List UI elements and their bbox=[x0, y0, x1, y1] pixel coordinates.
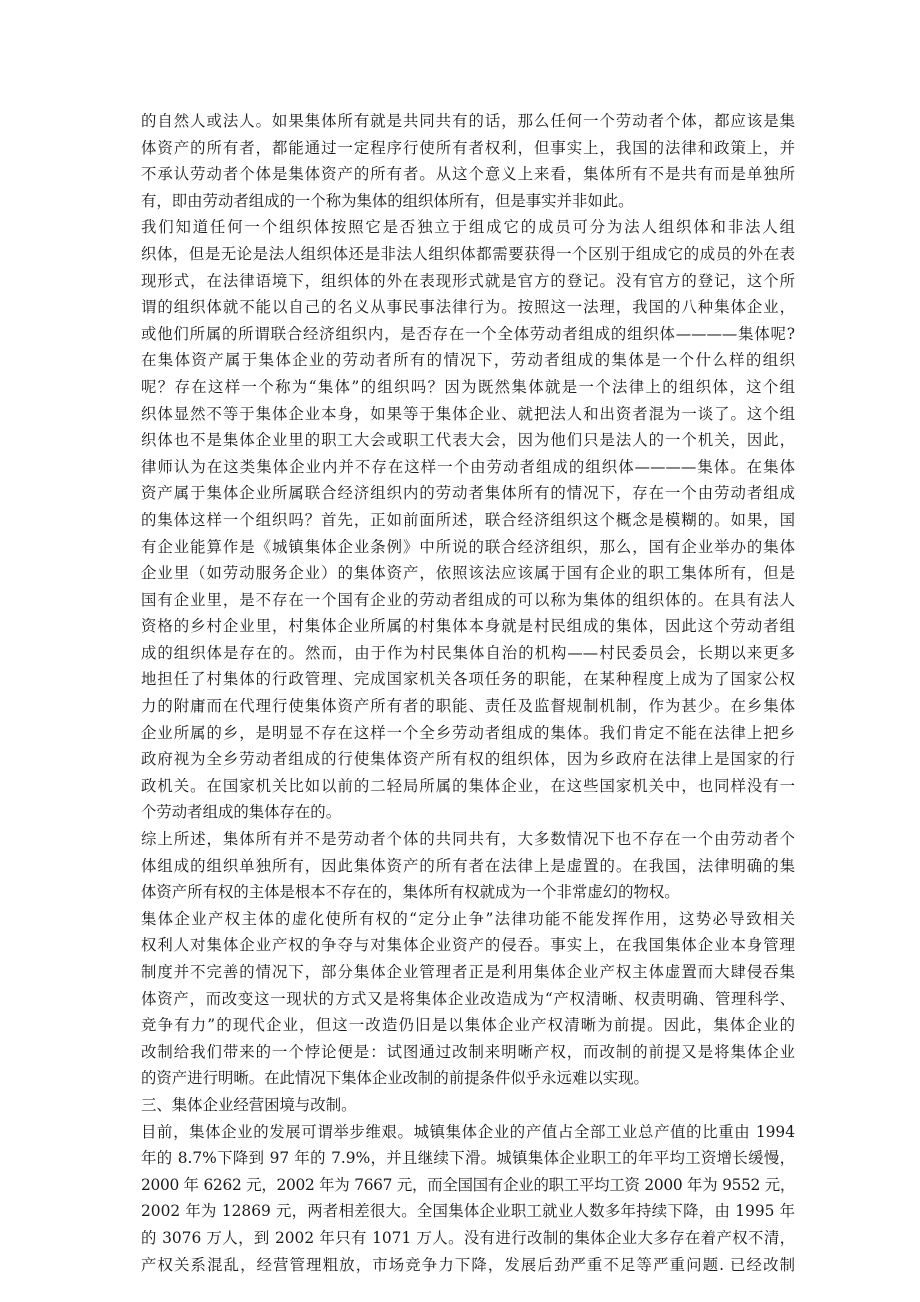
text-line: 竞争有力”的现代企业，但这一改造仍旧是以集体企业产权清晰为前提。因此，集体企业的 bbox=[141, 1016, 795, 1035]
text-line: 现形式，在法律语境下，组织体的外在表现形式就是官方的登记。没有官方的登记，这个所 bbox=[141, 271, 795, 290]
text-line: 资产属于集体企业所属联合经济组织内的劳动者集体所有的情况下，存在一个由劳动者组成 bbox=[141, 484, 795, 503]
text-line: 体资产的所有者，都能通过一定程序行使所有者权利，但事实上，我国的法律和政策上，并 bbox=[141, 138, 795, 157]
text-line: 年的 8.7%下降到 97 年的 7.9%，并且继续下滑。城镇集体企业职工的年平均工资增长缓慢， bbox=[141, 1149, 795, 1168]
text-line: 制度并不完善的情况下，部分集体企业管理者正是利用集体企业产权主体虚置而大肆侵吞集 bbox=[141, 963, 795, 981]
text-line: 有企业能算作是《城镇集体企业条例》中所说的联合经济组织，那么，国有企业举办的集体 bbox=[141, 537, 795, 556]
text-line: 织体显然不等于集体企业本身，如果等于集体企业、就把法人和出资者混为一谈了。这个组 bbox=[141, 404, 795, 423]
text-line: 成的组织体是存在的。然而，由于作为村民集体自治的机构——村民委员会，长期以来更多 bbox=[141, 643, 795, 662]
text-line: 2000 年 6262 元，2002 年为 7667 元，而全国国有企业的职工平均工资 2000 年为 9552 元， bbox=[141, 1175, 795, 1194]
text-line: 2002 年为 12869 元，两者相差很大。全国集体企业职工就业人数多年持续下降，由 1995 年 bbox=[141, 1202, 795, 1221]
text-line: 改制给我们带来的一个悖论便是：试图通过改制来明晰产权，而改制的前提又是将集体企业 bbox=[141, 1042, 795, 1061]
text-line: 谓的组织体就不能以自己的名义从事民事法律行为。按照这一法理，我国的八种集体企业， bbox=[141, 298, 795, 317]
text-line: 的自然人或法人。如果集体所有就是共同共有的话，那么任何一个劳动者个体，都应该是集 bbox=[141, 112, 795, 130]
text-line: 地担任了村集体的行政管理、完成国家机关各项任务的职能，在某种程度上成为了国家公权 bbox=[141, 670, 795, 689]
text-line: 企业里（如劳动服务企业）的集体资产，依照该法应该属于国有企业的职工集体所有，但是 bbox=[141, 564, 795, 583]
text-line: 织体也不是集体企业里的职工大会或职工代表大会，因为他们只是法人的一个机关，因此， bbox=[141, 431, 795, 450]
body-text bbox=[141, 108, 795, 1278]
text-line: 力的附庸而在代理行使集体资产所有者的职能、责任及监督规制机制，作为甚少。在乡集体 bbox=[141, 697, 795, 716]
text-line: 综上所述，集体所有并不是劳动者个体的共同共有，大多数情况下也不存在一个由劳动者个 bbox=[141, 830, 795, 849]
text-line: 政机关。在国家机关比如以前的二轻局所属的集体企业，在这些国家机关中，也同样没有一 bbox=[141, 776, 795, 795]
text-line: 国有企业里，是不存在一个国有企业的劳动者组成的可以称为集体的组织体的。在具有法人 bbox=[141, 590, 795, 609]
text-line: 体资产所有权的主体是根本不存在的，集体所有权就成为一个非常虚幻的物权。 bbox=[141, 883, 680, 902]
text-line: 我们知道任何一个组织体按照它是否独立于组成它的成员可分为法人组织体和非法人组 bbox=[141, 218, 795, 237]
text-line: 织体，但是无论是法人组织体还是非法人组织体都需要获得一个区别于组成它的成员的外在表 bbox=[141, 244, 795, 263]
text-line: 的资产进行明晰。在此情况下集体企业改制的前提条件似乎永远难以实现。 bbox=[141, 1069, 649, 1088]
text-line: 集体企业产权主体的虚化使所有权的“定分止争”法律功能不能发挥作用，这势必导致相关 bbox=[141, 909, 795, 928]
text-line: 政府视为全乡劳动者组成的行使集体资产所有权的组织体，因为乡政府在法律上是国家的行 bbox=[141, 750, 795, 769]
text-line: 产权关系混乱，经营管理粗放，市场竞争力下降，发展后劲严重不足等严重问题. 已经改制 bbox=[141, 1255, 795, 1274]
text-line: 或他们所属的所谓联合经济组织内，是否存在一个全体劳动者组成的组织体————集体呢? bbox=[141, 324, 795, 343]
text-line: 个劳动者组成的集体存在的。 bbox=[141, 803, 342, 822]
text-line: 有，即由劳动者组成的一个称为集体的组织体所有，但是事实并非如此。 bbox=[141, 191, 634, 210]
text-line: 体资产，而改变这一现状的方式又是将集体企业改造成为“产权清晰、权责明确、管理科学、 bbox=[141, 989, 795, 1008]
text-line: 的集体这样一个组织吗？首先，正如前面所述，联合经济组织这个概念是模糊的。如果，国 bbox=[141, 510, 795, 529]
text-line: 体组成的组织单独所有，因此集体资产的所有者在法律上是虚置的。在我国，法律明确的集 bbox=[141, 856, 795, 875]
text-line: 权利人对集体企业产权的争夺与对集体企业资产的侵吞。事实上，在我国集体企业本身管理 bbox=[141, 936, 795, 955]
text-line: 三、集体企业经营困境与改制。 bbox=[141, 1095, 357, 1114]
text-line: 不承认劳动者个体是集体资产的所有者。从这个意义上来看，集体所有不是共有而是单独所 bbox=[141, 165, 795, 184]
text-line: 呢？存在这样一个称为“集体”的组织吗？因为既然集体就是一个法律上的组织体，这个组 bbox=[141, 377, 795, 396]
text-line: 目前，集体企业的发展可谓举步维艰。城镇集体企业的产值占全部工业总产值的比重由 1994 bbox=[141, 1122, 795, 1141]
text-line: 在集体资产属于集体企业的劳动者所有的情况下，劳动者组成的集体是一个什么样的组织 bbox=[141, 351, 795, 370]
text-line: 的 3076 万人，到 2002 年只有 1071 万人。没有进行改制的集体企业大多存在着产权不清， bbox=[141, 1228, 795, 1247]
text-line: 律师认为在这类集体企业内并不存在这样一个由劳动者组成的组织体————集体。在集体 bbox=[141, 457, 795, 476]
text-line: 资格的乡村企业里，村集体企业所属的村集体本身就是村民组成的集体，因此这个劳动者组 bbox=[141, 617, 795, 636]
text-line: 企业所属的乡，是明显不存在这样一个全乡劳动者组成的集体。我们肯定不能在法律上把乡 bbox=[141, 723, 795, 742]
